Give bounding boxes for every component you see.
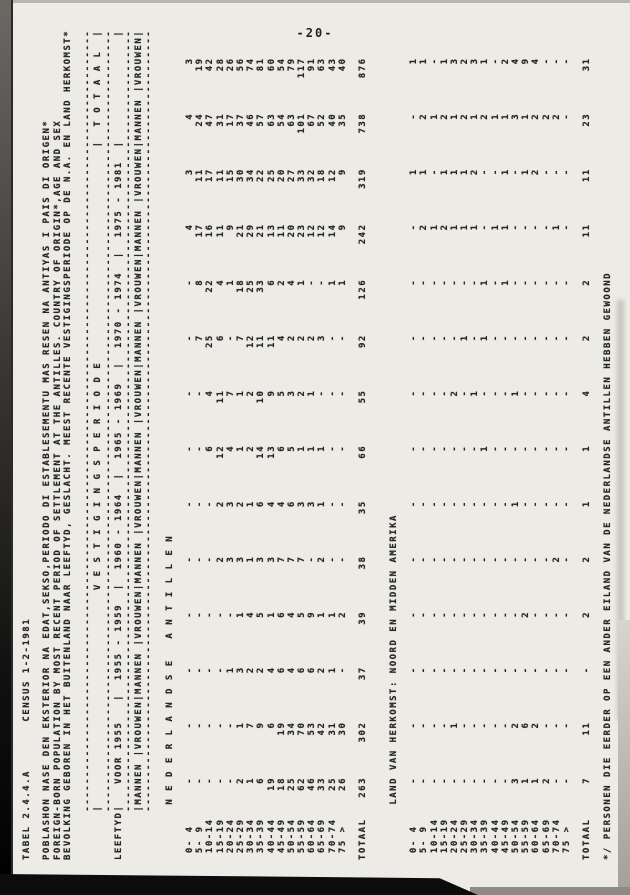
age-row: 40-44 19 6 4 1 3 4 13 9 11 6 13 25 63 60 (266, 29, 277, 860)
age-row: 65-69 2 - - - - - - - - - - - 2 - (541, 29, 552, 860)
age-row: 0- 4 - - - - - - - - - - - 1 - 1 (409, 29, 420, 860)
spacer-line (73, 30, 83, 860)
table-border: ----------------------------------------------------------------------------------------------------------------- (123, 29, 134, 860)
age-row: 75 > 26 30 - 2 - - - - - 1 9 9 35 40 (337, 29, 348, 860)
spacer-line (399, 30, 409, 860)
scan-edge-bottom (0, 874, 478, 895)
footnote-line: */ PERSONEN DIE EERDER OP EEN ANDER EILAND VAN DE NEDERLANDSE ANTILLEN HEBBEN GEWOOND (602, 271, 613, 860)
scan-edge-bottom-right (470, 887, 630, 895)
table-border: ----------------------------------------------------------------------------------------------------------------- (103, 29, 114, 860)
title-line: BEVOLKING GEBOREN IN HET BUITENLAND NAAR LEEFTYD, GESLACHT. MEEST RECENTE VESTIGINGSPERIODE OP DE N.A. EN LAND HERKOMST* (62, 29, 73, 860)
spacer-line (572, 30, 582, 860)
totaal-row: TOTAAL 7 11 - 2 2 1 1 4 2 2 11 11 23 31 (582, 29, 593, 860)
age-row: 60-64 46 53 6 9 - 3 1 1 2 - 12 32 67 91 (307, 29, 318, 860)
rotated-table-sheet (22, 30, 616, 860)
table-border: ----------------------------------------------------------------------------------------------------------------- (144, 29, 155, 860)
scan-edge-top (11, 0, 630, 3)
spacer-line (379, 30, 389, 860)
spacer-line (32, 30, 42, 860)
section-label: LAND VAN HERKOMST: NOORD EN MIDDEN AMERIKA (388, 514, 399, 860)
table-border: ----------------------------------------------------------------------------------------------------------------- (83, 29, 94, 860)
age-row: 15-19 - - - - - - - - - - 2 1 2 1 (439, 29, 450, 860)
age-row: 55-59 1 6 - 2 - - - - - - - 1 1 9 (521, 29, 532, 860)
age-row: 70-74 - - - - 2 - - - - - 1 - 2 - (551, 29, 562, 860)
age-row: 35-39 - - - - - - 1 - 1 1 - - 2 1 (480, 29, 491, 860)
period-header-line: LEEFTYD| VOOR 1955 | 1955 - 1959 | 1960 - 1964 | 1965 - 1969 | 1970 - 1974 | 1975 - 1981 | | (113, 29, 124, 860)
age-row: 60-64 1 2 - - - - - - - - - 2 2 4 (531, 29, 542, 860)
age-row: 55-59 62 70 6 5 7 3 1 2 2 1 23 33 101 117 (297, 29, 308, 860)
spacer-line (368, 30, 378, 860)
doc-header-line: TABEL 2.4.4.A CENSUS 1-2-1981 (22, 617, 32, 860)
age-row: 40-44 - - - - - - - - - - 1 - 1 - (490, 29, 501, 860)
section-label: N E D E R L A N D S E A N T I L L E N (164, 534, 175, 860)
scan-edge-right (618, 620, 630, 895)
vest-header-line: | V E S T I G I N G S P E R I O D E | T O T A A L | (93, 29, 104, 860)
totaal-row: TOTAAL 263 302 37 39 38 35 66 55 92 126 242 319 738 876 (358, 29, 369, 860)
spacer-line (348, 30, 358, 860)
age-row: 0- 4 - - - - - - - - - - 4 3 4 3 (185, 29, 195, 860)
age-row: 10-14 - - - - - - 6 4 25 22 16 17 47 42 (205, 29, 216, 860)
age-row: 35-39 6 9 2 5 3 6 14 10 11 33 21 22 57 81 (256, 29, 267, 860)
spacer-line (154, 30, 164, 860)
title-line: POBLASHON NASE DEN EKSTERIOR NA EDAT,SEKSO,PERIODO DI ESTABLESEMENTU MAS RESEN NA ANTIYAS I PAIS DI ORIGEN* (42, 119, 53, 860)
scan-edge-left-line (11, 0, 13, 895)
scan-edge-left (0, 0, 11, 895)
age-row: 50-54 3 2 - - - 1 - 1 - - - - 3 4 (511, 29, 521, 860)
title-line: FOREIGN-BORN POPULATION BY MOST RECENT PERIOD OF SETTLEMENT AT THE ANTILLES. COUNTRY OF ORIGIN*,AGE AND SEX (52, 119, 63, 860)
age-row: 30-34 1 7 2 4 1 1 2 2 12 25 29 34 46 74 (246, 29, 257, 860)
age-row: 30-34 - - - - - - - 1 - - 1 2 1 3 (470, 29, 481, 860)
sex-header-line: |MANNEN |VROUWEN|MANNEN |VROUWEN|MANNEN |VROUWEN|MANNEN |VROUWEN|MANNEN |VROUWEN|MANNEN |VROUWEN|MANNEN |VROUWEN| (134, 29, 145, 860)
age-row: 5- 9 - - - - - - - - - - 2 1 2 1 (419, 29, 430, 860)
age-row: 65-69 33 42 2 1 2 1 1 - 3 - 12 18 52 63 (317, 29, 328, 860)
age-row: 15-19 - - - - 2 2 12 11 6 4 11 11 31 28 (215, 29, 226, 860)
age-row: 20-24 - - 1 - 3 3 4 7 - 1 9 15 17 26 (225, 29, 236, 860)
age-row: 5- 9 - - - - - - - - 7 8 17 11 24 19 (195, 29, 206, 860)
age-row: 50-54 25 34 4 4 7 6 5 3 2 4 20 27 63 79 (286, 29, 297, 860)
age-row: 75 > - - - - - - - - - - - - - - (561, 29, 572, 860)
age-row: 25-29 - - - - - - - - 1 - 1 1 2 2 (460, 29, 471, 860)
spacer-line (175, 30, 185, 860)
age-row: 10-14 - - - - - - - - - - 1 - 1 - (429, 29, 440, 860)
age-row: 20-24 - 1 - - - - - 2 - - 1 1 1 3 (449, 29, 460, 860)
age-row: 70-74 25 31 1 1 - - - - - 1 14 12 40 43 (327, 29, 338, 860)
age-row: 45-49 - - - - - - - - - 1 1 1 1 2 (500, 29, 511, 860)
spacer-line (593, 30, 603, 860)
age-row: 45-49 18 19 6 6 7 4 6 5 4 2 11 20 54 54 (276, 29, 287, 860)
age-row: 25-29 2 1 3 1 3 2 1 1 7 18 21 30 37 56 (235, 29, 246, 860)
page-number: -20- (296, 26, 334, 40)
